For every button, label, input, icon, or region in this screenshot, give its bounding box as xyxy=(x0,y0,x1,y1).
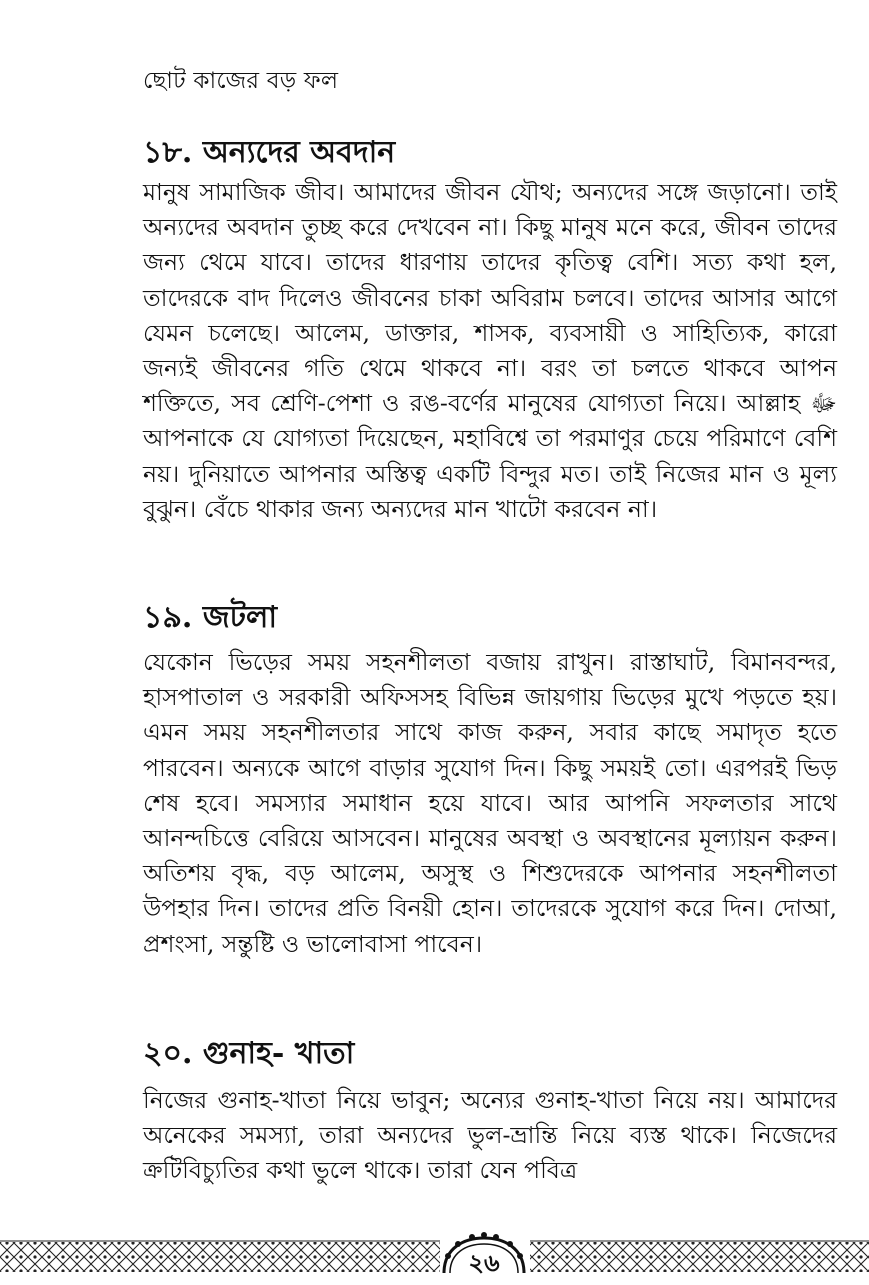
section-heading-18: ১৮. অন্যদের অবদান xyxy=(143,135,396,170)
section-heading-19: ১৯. জটলা xyxy=(143,600,278,635)
section-body-18: মানুষ সামাজিক জীব। আমাদের জীবন যৌথ; অন্যদের সঙ্গে জড়ানো। তাই অন্যদের অবদান তুচ্ছ করে দেখবেন না। কিছু মানুষ মনে করে, জীবন তাদের জন্য থেমে যাবে। তাদের ধারণায় তাদের কৃতিত্ব বেশি। সত্য কথা হল, তাদেরকে বাদ দিলেও জীবনের চাকা অবিরাম চলবে। তাদের আসার আগে যেমন চলেছে। আলেম, ডাক্তার, শাসক, ব্যবসায়ী ও সাহিত্যিক, কারো জন্যই জীবনের গতি থেমে থাকবে না। বরং তা চলতে থাকবে আপন শক্তিতে, সব শ্রেণি-পেশা ও রঙ-বর্ণের মানুষের যোগ্যতা নিয়ে। আল্লাহ ﷻ আপনাকে যে যোগ্যতা দিয়েছেন, মহাবিশ্বে তা পরমাণুর চেয়ে পরিমাণে বেশি নয়। দুনিয়াতে আপনার অস্তিত্ব একটি বিন্দুর মত। তাই নিজের মান ও মূল্য বুঝুন। বেঁচে থাকার জন্য অন্যদের মান খাটো করবেন না। xyxy=(143,178,837,523)
running-header: ছোট কাজের বড় ফল xyxy=(143,68,339,94)
section-body-20: নিজের গুনাহ-খাতা নিয়ে ভাবুন; অন্যের গুনাহ-খাতা নিয়ে নয়। আমাদের অনেকের সমস্যা, তারা অন্যদের ভুল-ভ্রান্তি নিয়ে ব্যস্ত থাকে। নিজেদের ক্রটিবিচ্যুতির কথা ভুলে থাকে। তারা যেন পবিত্র xyxy=(143,1086,837,1185)
footer-ornament-left xyxy=(0,1242,440,1272)
footer-ornament-band xyxy=(0,1222,869,1273)
page-number: ২৬ xyxy=(468,1248,500,1277)
section-body-19: যেকোন ভিড়ের সময় সহনশীলতা বজায় রাখুন। রাস্তাঘাট, বিমানবন্দর, হাসপাতাল ও সরকারী অফিসসহ বিভিন্ন জায়গায় ভিড়ের মুখে পড়তে হয়। এমন সময় সহনশীলতার সাথে কাজ করুন, সবার কাছে সমাদৃত হতে পারবেন। অন্যকে আগে বাড়ার সুযোগ দিন। কিছু সময়ই তো। এরপরই ভিড় শেষ হবে। সমস্যার সমাধান হয়ে যাবে। আর আপনি সফলতার সাথে আনন্দচিত্তে বেরিয়ে আসবেন। মানুষের অবস্থা ও অবস্থানের মূল্যায়ন করুন। অতিশয় বৃদ্ধ, বড় আলেম, অসুস্থ ও শিশুদেরকে আপনার সহনশীলতা উপহার দিন। তাদের প্রতি বিনয়ী হোন। তাদেরকে সুযোগ করে দিন। দোআ, প্রশংসা, সন্তুষ্টি ও ভালোবাসা পাবেন। xyxy=(143,648,837,958)
footer-ornament-right xyxy=(530,1242,869,1272)
section-heading-20: ২০. গুনাহ- খাতা xyxy=(143,1036,355,1071)
